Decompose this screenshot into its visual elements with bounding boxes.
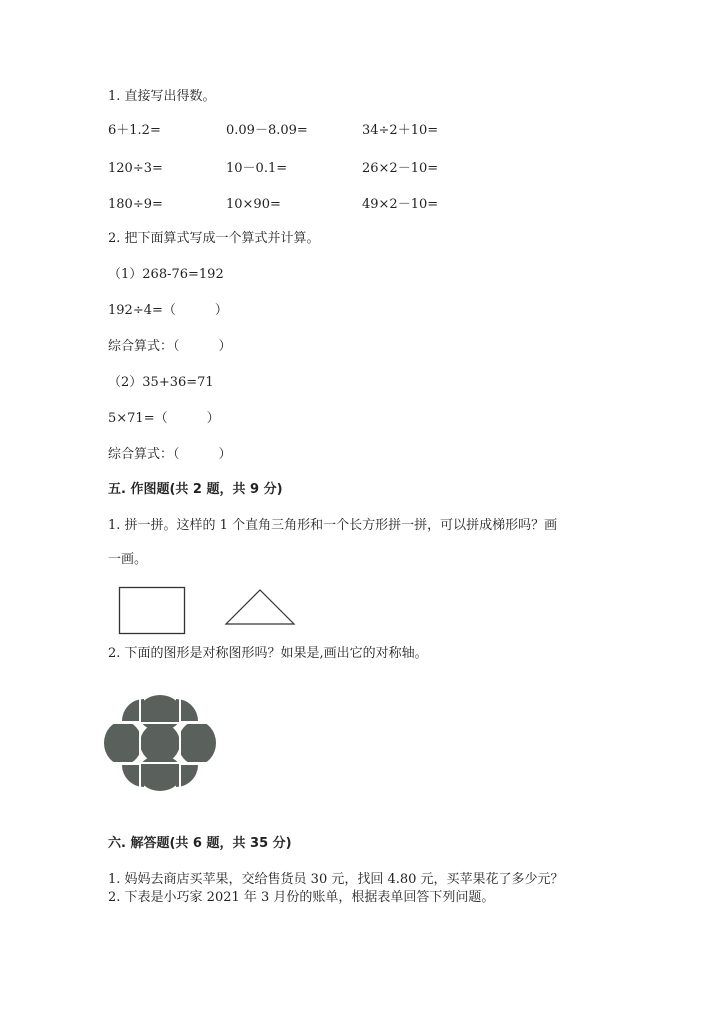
calc-item: 0.09－8.09= [226,123,308,138]
calc-item: 34÷2＋10= [362,123,439,138]
section5-heading: 五. 作图题(共 2 题，共 9 分) [108,482,283,497]
calc-row [108,160,528,178]
calc-item: 49×2－10= [362,197,439,212]
q2-part1-step: 192÷4=（ ） [108,303,228,318]
right-triangle-figure [224,588,296,628]
calc-item: 120÷3= [108,161,163,176]
symmetry-figure [104,695,216,791]
calc-item: 180÷9= [108,197,163,212]
section6-q2-text: 2. 下表是小巧家 2021 年 3 月份的账单，根据表单回答下列问题。 [108,890,495,905]
calc-item: 26×2－10= [362,161,439,176]
calc-item: 10－0.1= [226,161,288,176]
calc-row [108,196,528,214]
q2-title: 2. 把下面算式写成一个算式并计算。 [108,231,320,246]
calc-item: 6＋1.2= [108,123,161,138]
section6-q1-text: 1. 妈妈去商店买苹果，交给售货员 30 元，找回 4.80 元，买苹果花了多少元？ [108,872,564,887]
calc-row [108,122,528,140]
q2-part1-label: （1）268-76=192 [108,267,224,282]
section6-heading: 六. 解答题(共 6 题，共 35 分) [108,836,292,851]
q2-part2-label: （2）35+36=71 [108,375,214,390]
section5-q1-text-cont: 一画。 [108,552,148,567]
q2-part1-combined: 综合算式：（ ） [108,339,232,354]
q2-part2-step: 5×71=（ ） [108,411,220,426]
section5-q2-text: 2. 下面的图形是对称图形吗？如果是,画出它的对称轴。 [108,646,428,661]
q1-title: 1. 直接写出得数。 [108,89,216,104]
section5-q1-text: 1. 拼一拼。这样的 1 个直角三角形和一个长方形拼一拼，可以拼成梯形吗？画 [108,518,558,533]
calc-item: 10×90= [226,197,281,212]
rectangle-figure [118,586,188,636]
q2-part2-combined: 综合算式：（ ） [108,447,232,462]
